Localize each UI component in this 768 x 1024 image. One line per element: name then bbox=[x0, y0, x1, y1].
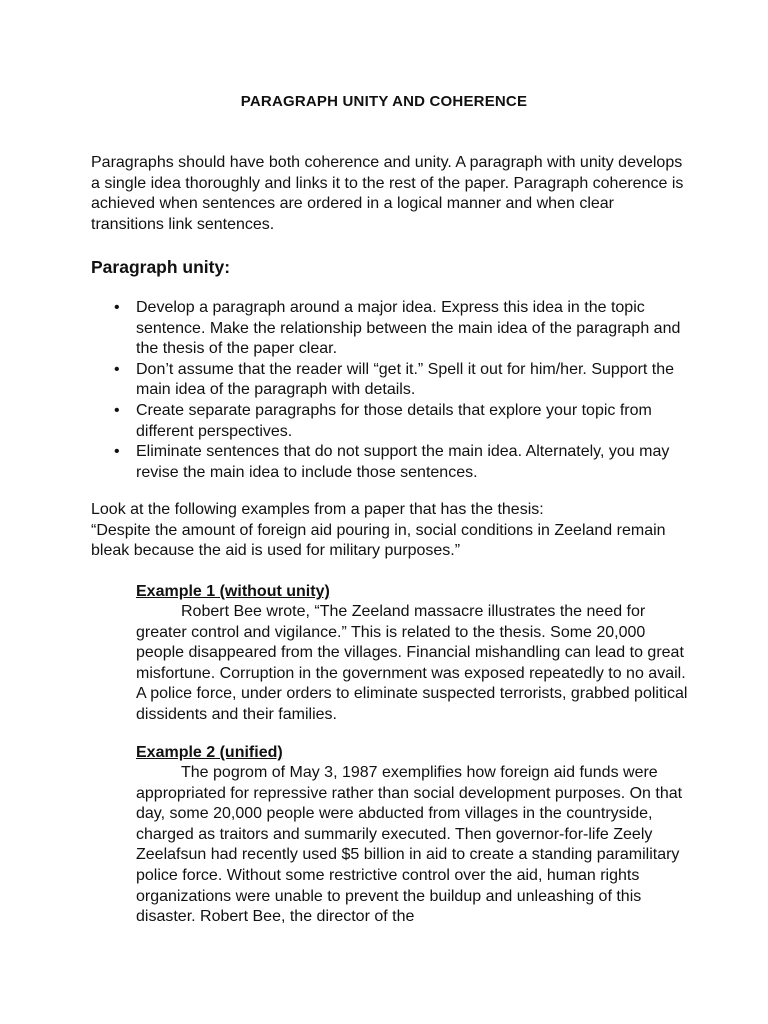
unity-bullet-list bbox=[91, 298, 691, 483]
example-1 bbox=[136, 582, 696, 726]
example-2-title: Example 2 (unified) bbox=[136, 744, 283, 761]
list-item bbox=[91, 442, 691, 483]
bullet-icon: • bbox=[114, 360, 120, 378]
list-item bbox=[91, 360, 691, 401]
thesis-lead-in: Look at the following examples from a paper that has the thesis: bbox=[91, 501, 544, 518]
list-item-text: Develop a paragraph around a major idea. Express this idea in the topic sentence. Make the relationship between the main idea of the paragraph and the thesis of the paper clear. bbox=[136, 299, 681, 358]
list-item-text: Eliminate sentences that do not support the main idea. Alternately, you may revise the main idea to include those sentences. bbox=[136, 443, 670, 481]
list-item bbox=[91, 298, 691, 360]
thesis-quote: “Despite the amount of foreign aid pouring in, social conditions in Zeeland remain bleak because the aid is used for military purposes.” bbox=[91, 521, 666, 560]
section-heading-paragraph-unity: Paragraph unity: bbox=[91, 257, 231, 277]
list-item-text: Don’t assume that the reader will “get it.” Spell it out for him/her. Support the main idea of the paragraph with details. bbox=[136, 360, 675, 399]
page-title: PARAGRAPH UNITY AND COHERENCE bbox=[240, 93, 528, 110]
example-1-body: Robert Bee wrote, “The Zeeland massacre illustrates the need for greater control and vigilance.” This is related to the thesis. Some 20,000 people disappeared from the villages. Financial mishandling can lead to great misfortune. Corruption in the government was exposed repeatedly to no avail. A police force, under orders to eliminate suspected terrorists, grabbed political dissidents and their families. bbox=[136, 603, 688, 723]
list-item bbox=[91, 401, 691, 442]
list-item-text: Create separate paragraphs for those details that explore your topic from different perspectives. bbox=[136, 401, 652, 440]
thesis-intro bbox=[91, 500, 691, 562]
bullet-icon: • bbox=[114, 443, 120, 461]
example-2 bbox=[136, 743, 696, 928]
bullet-icon: • bbox=[114, 299, 120, 316]
bullet-icon: • bbox=[114, 401, 120, 419]
intro-paragraph: Paragraphs should have both coherence and unity. A paragraph with unity develops a single idea thoroughly and links it to the rest of the paper. Paragraph coherence is achieved when sentences are ordered in a logical manner and when clear transitions link sentences. bbox=[91, 154, 684, 233]
example-2-body: The pogrom of May 3, 1987 exemplifies how foreign aid funds were appropriated for repressive rather than social development purposes. On that day, some 20,000 people were abducted from villages in the countryside, charged as traitors and summarily executed. Then governor-for-life Zeely Zeelafsun had recently used $5 billion in aid to create a standing paramilitary police force. Without some restrictive control over the aid, human rights organizations were unable to prevent the buildup and unleashing of this disaster. Robert Bee, the director of the bbox=[136, 764, 683, 926]
example-1-title: Example 1 (without unity) bbox=[136, 583, 330, 600]
